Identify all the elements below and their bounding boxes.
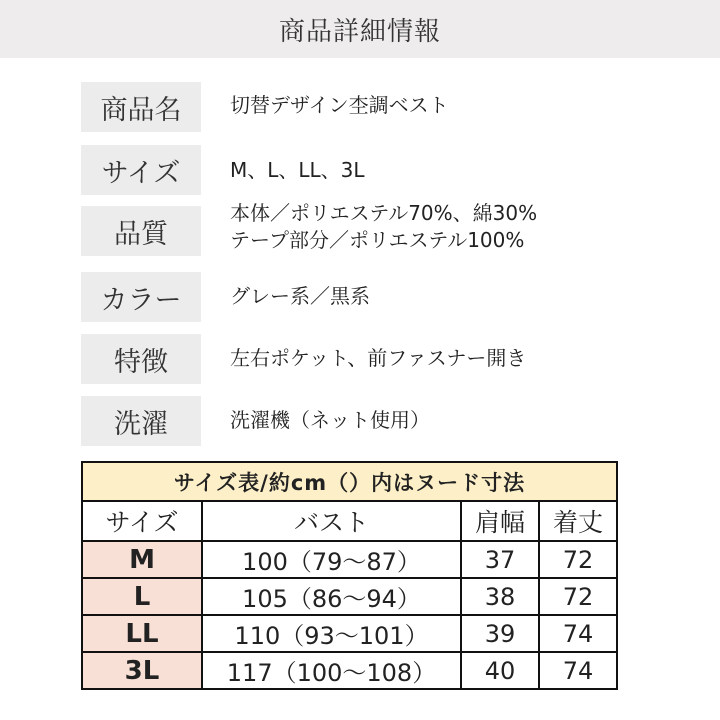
spec-label: 特徴 xyxy=(81,334,201,384)
table-row xyxy=(82,615,617,652)
size-table-title: サイズ表/約cm（）内はヌード寸法 xyxy=(82,462,617,501)
spec-label: 洗濯 xyxy=(81,396,201,446)
bust-cell: 117（100～108） xyxy=(202,652,461,689)
length-cell: 72 xyxy=(539,541,617,578)
spec-label: サイズ xyxy=(81,145,201,195)
column-header-size: サイズ xyxy=(82,501,202,541)
spec-row-features xyxy=(81,334,527,384)
size-cell: LL xyxy=(82,615,202,652)
page-title: 商品詳細情報 xyxy=(278,16,441,47)
shoulder-cell: 37 xyxy=(461,541,539,578)
table-row xyxy=(82,578,617,615)
shoulder-cell: 39 xyxy=(461,615,539,652)
length-cell: 72 xyxy=(539,578,617,615)
bust-cell: 105（86～94） xyxy=(202,578,461,615)
spec-row-color xyxy=(81,272,370,322)
table-row xyxy=(82,652,617,689)
size-cell: M xyxy=(82,541,202,578)
shoulder-cell: 38 xyxy=(461,578,539,615)
spec-value xyxy=(230,200,537,254)
column-header-shoulder: 肩幅 xyxy=(461,501,539,541)
length-cell: 74 xyxy=(539,615,617,652)
spec-row-size xyxy=(81,145,365,195)
spec-label: カラー xyxy=(81,272,201,322)
size-table-title-row xyxy=(82,462,617,501)
spec-value xyxy=(230,407,430,434)
bust-cell: 110（93～101） xyxy=(202,615,461,652)
spec-value-line: 切替デザイン杢調ベスト xyxy=(230,93,449,117)
size-table-header-row xyxy=(82,501,617,541)
spec-row-washing xyxy=(81,396,430,446)
spec-label: 商品名 xyxy=(81,82,201,132)
spec-row-material xyxy=(81,201,538,256)
page-header xyxy=(0,0,720,58)
spec-value-line: M、L、LL、3L xyxy=(230,158,365,182)
spec-value-line: テープ部分／ポリエステル100% xyxy=(230,228,525,252)
spec-row-product-name xyxy=(81,82,449,132)
length-cell: 74 xyxy=(539,652,617,689)
spec-value-line: 左右ポケット、前ファスナー開き xyxy=(230,346,527,370)
column-header-bust: バスト xyxy=(202,501,461,541)
size-cell: L xyxy=(82,578,202,615)
spec-value xyxy=(230,283,370,310)
spec-value-line: グレー系／黒系 xyxy=(230,284,370,308)
spec-value xyxy=(230,157,365,184)
spec-value xyxy=(230,345,526,372)
spec-value xyxy=(230,92,449,119)
bust-cell: 100（79～87） xyxy=(202,541,461,578)
column-header-length: 着丈 xyxy=(539,501,617,541)
spec-value-line: 本体／ポリエステル70%、綿30% xyxy=(230,201,538,225)
spec-label: 品質 xyxy=(81,206,201,256)
size-table xyxy=(81,461,618,690)
shoulder-cell: 40 xyxy=(461,652,539,689)
spec-value-line: 洗濯機（ネット使用） xyxy=(230,408,430,432)
table-row xyxy=(82,541,617,578)
size-cell: 3L xyxy=(82,652,202,689)
